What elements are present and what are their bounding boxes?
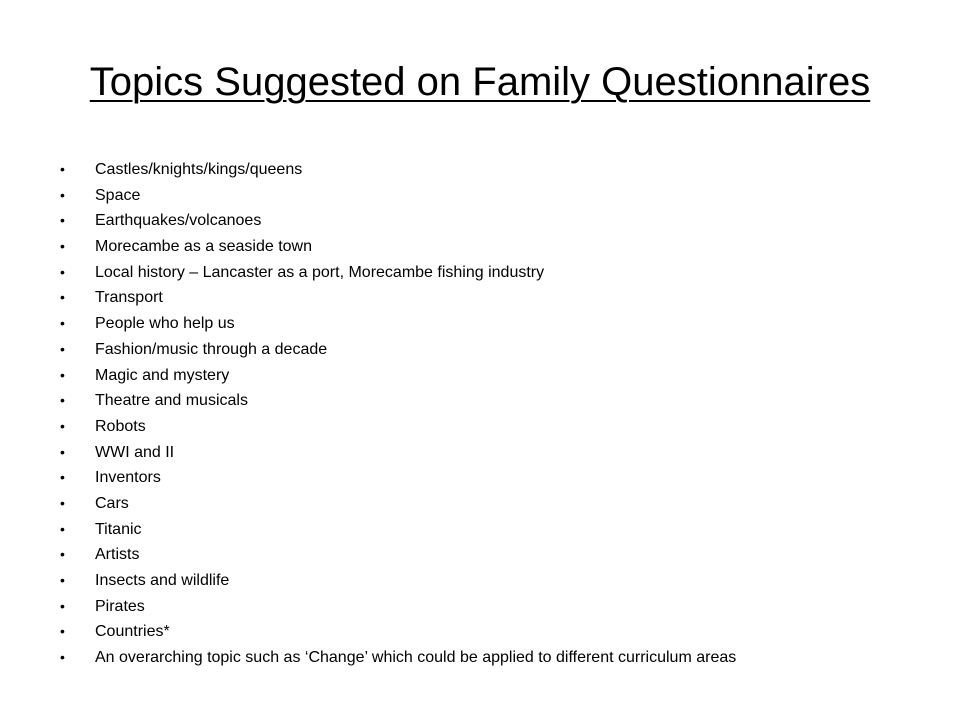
list-item-text: Castles/knights/kings/queens <box>95 161 303 178</box>
bullet-icon: • <box>60 263 65 280</box>
list-item <box>60 260 940 286</box>
list-item-text: Inventors <box>95 469 161 487</box>
list-item <box>60 388 940 414</box>
list-item <box>60 285 940 311</box>
list-item <box>60 440 940 466</box>
list-item <box>60 491 940 517</box>
topic-list <box>60 157 940 671</box>
list-item <box>60 568 940 594</box>
bullet-icon: • <box>60 340 65 357</box>
list-item <box>60 337 940 363</box>
list-item-text: An overarching topic such as ‘Change’ which could be applied to different curriculum areas <box>95 649 737 667</box>
bullet-icon: • <box>60 289 65 306</box>
bullet-icon: • <box>60 417 65 434</box>
bullet-icon: • <box>60 392 65 409</box>
list-item-text: People who help us <box>95 315 235 333</box>
bullet-icon: • <box>60 649 65 666</box>
bullet-icon: • <box>60 366 65 383</box>
list-item-text: Transport <box>95 289 163 307</box>
bullet-icon: • <box>60 315 65 332</box>
list-item-text: Countries* <box>95 623 170 641</box>
list-item-text: Morecambe as a seaside town <box>95 238 312 256</box>
bullet-icon: • <box>60 212 65 229</box>
list-item <box>60 594 940 620</box>
bullet-icon: • <box>60 623 65 640</box>
list-item <box>60 542 940 568</box>
bullet-icon: • <box>60 546 65 563</box>
bullet-icon: • <box>60 520 65 537</box>
list-item-text: Theatre and musicals <box>95 392 248 410</box>
list-item <box>60 363 940 389</box>
list-item-text: Cars <box>95 494 129 512</box>
list-item-text: Earthquakes/volcanoes <box>95 212 262 230</box>
bullet-icon: • <box>60 161 65 177</box>
list-item <box>60 208 940 234</box>
bullet-icon: • <box>60 238 65 255</box>
bullet-icon: • <box>60 597 65 614</box>
bullet-icon: • <box>60 572 65 588</box>
list-item-text: Pirates <box>95 597 145 615</box>
list-item-text: Magic and mystery <box>95 366 230 384</box>
slide-title: Topics Suggested on Family Questionnaires <box>89 60 871 104</box>
list-item-text: Titanic <box>95 520 142 538</box>
list-item-text: Space <box>95 186 141 204</box>
list-item-text: Artists <box>95 546 140 564</box>
list-item <box>60 517 940 543</box>
list-item <box>60 619 940 645</box>
list-item <box>60 645 940 671</box>
bullet-icon: • <box>60 186 65 203</box>
list-item <box>60 234 940 260</box>
list-item <box>60 465 940 491</box>
list-item <box>60 311 940 337</box>
list-item-text: WWI and II <box>95 443 175 461</box>
list-item-text: Local history – Lancaster as a port, Morecambe fishing industry <box>95 263 545 281</box>
list-item-text: Robots <box>95 417 146 435</box>
list-item <box>60 157 940 183</box>
bullet-icon: • <box>60 469 65 486</box>
list-item <box>60 183 940 209</box>
list-item-text: Fashion/music through a decade <box>95 340 328 358</box>
bullet-icon: • <box>60 443 65 460</box>
list-item <box>60 414 940 440</box>
list-item-text: Insects and wildlife <box>95 572 230 589</box>
bullet-icon: • <box>60 494 65 511</box>
